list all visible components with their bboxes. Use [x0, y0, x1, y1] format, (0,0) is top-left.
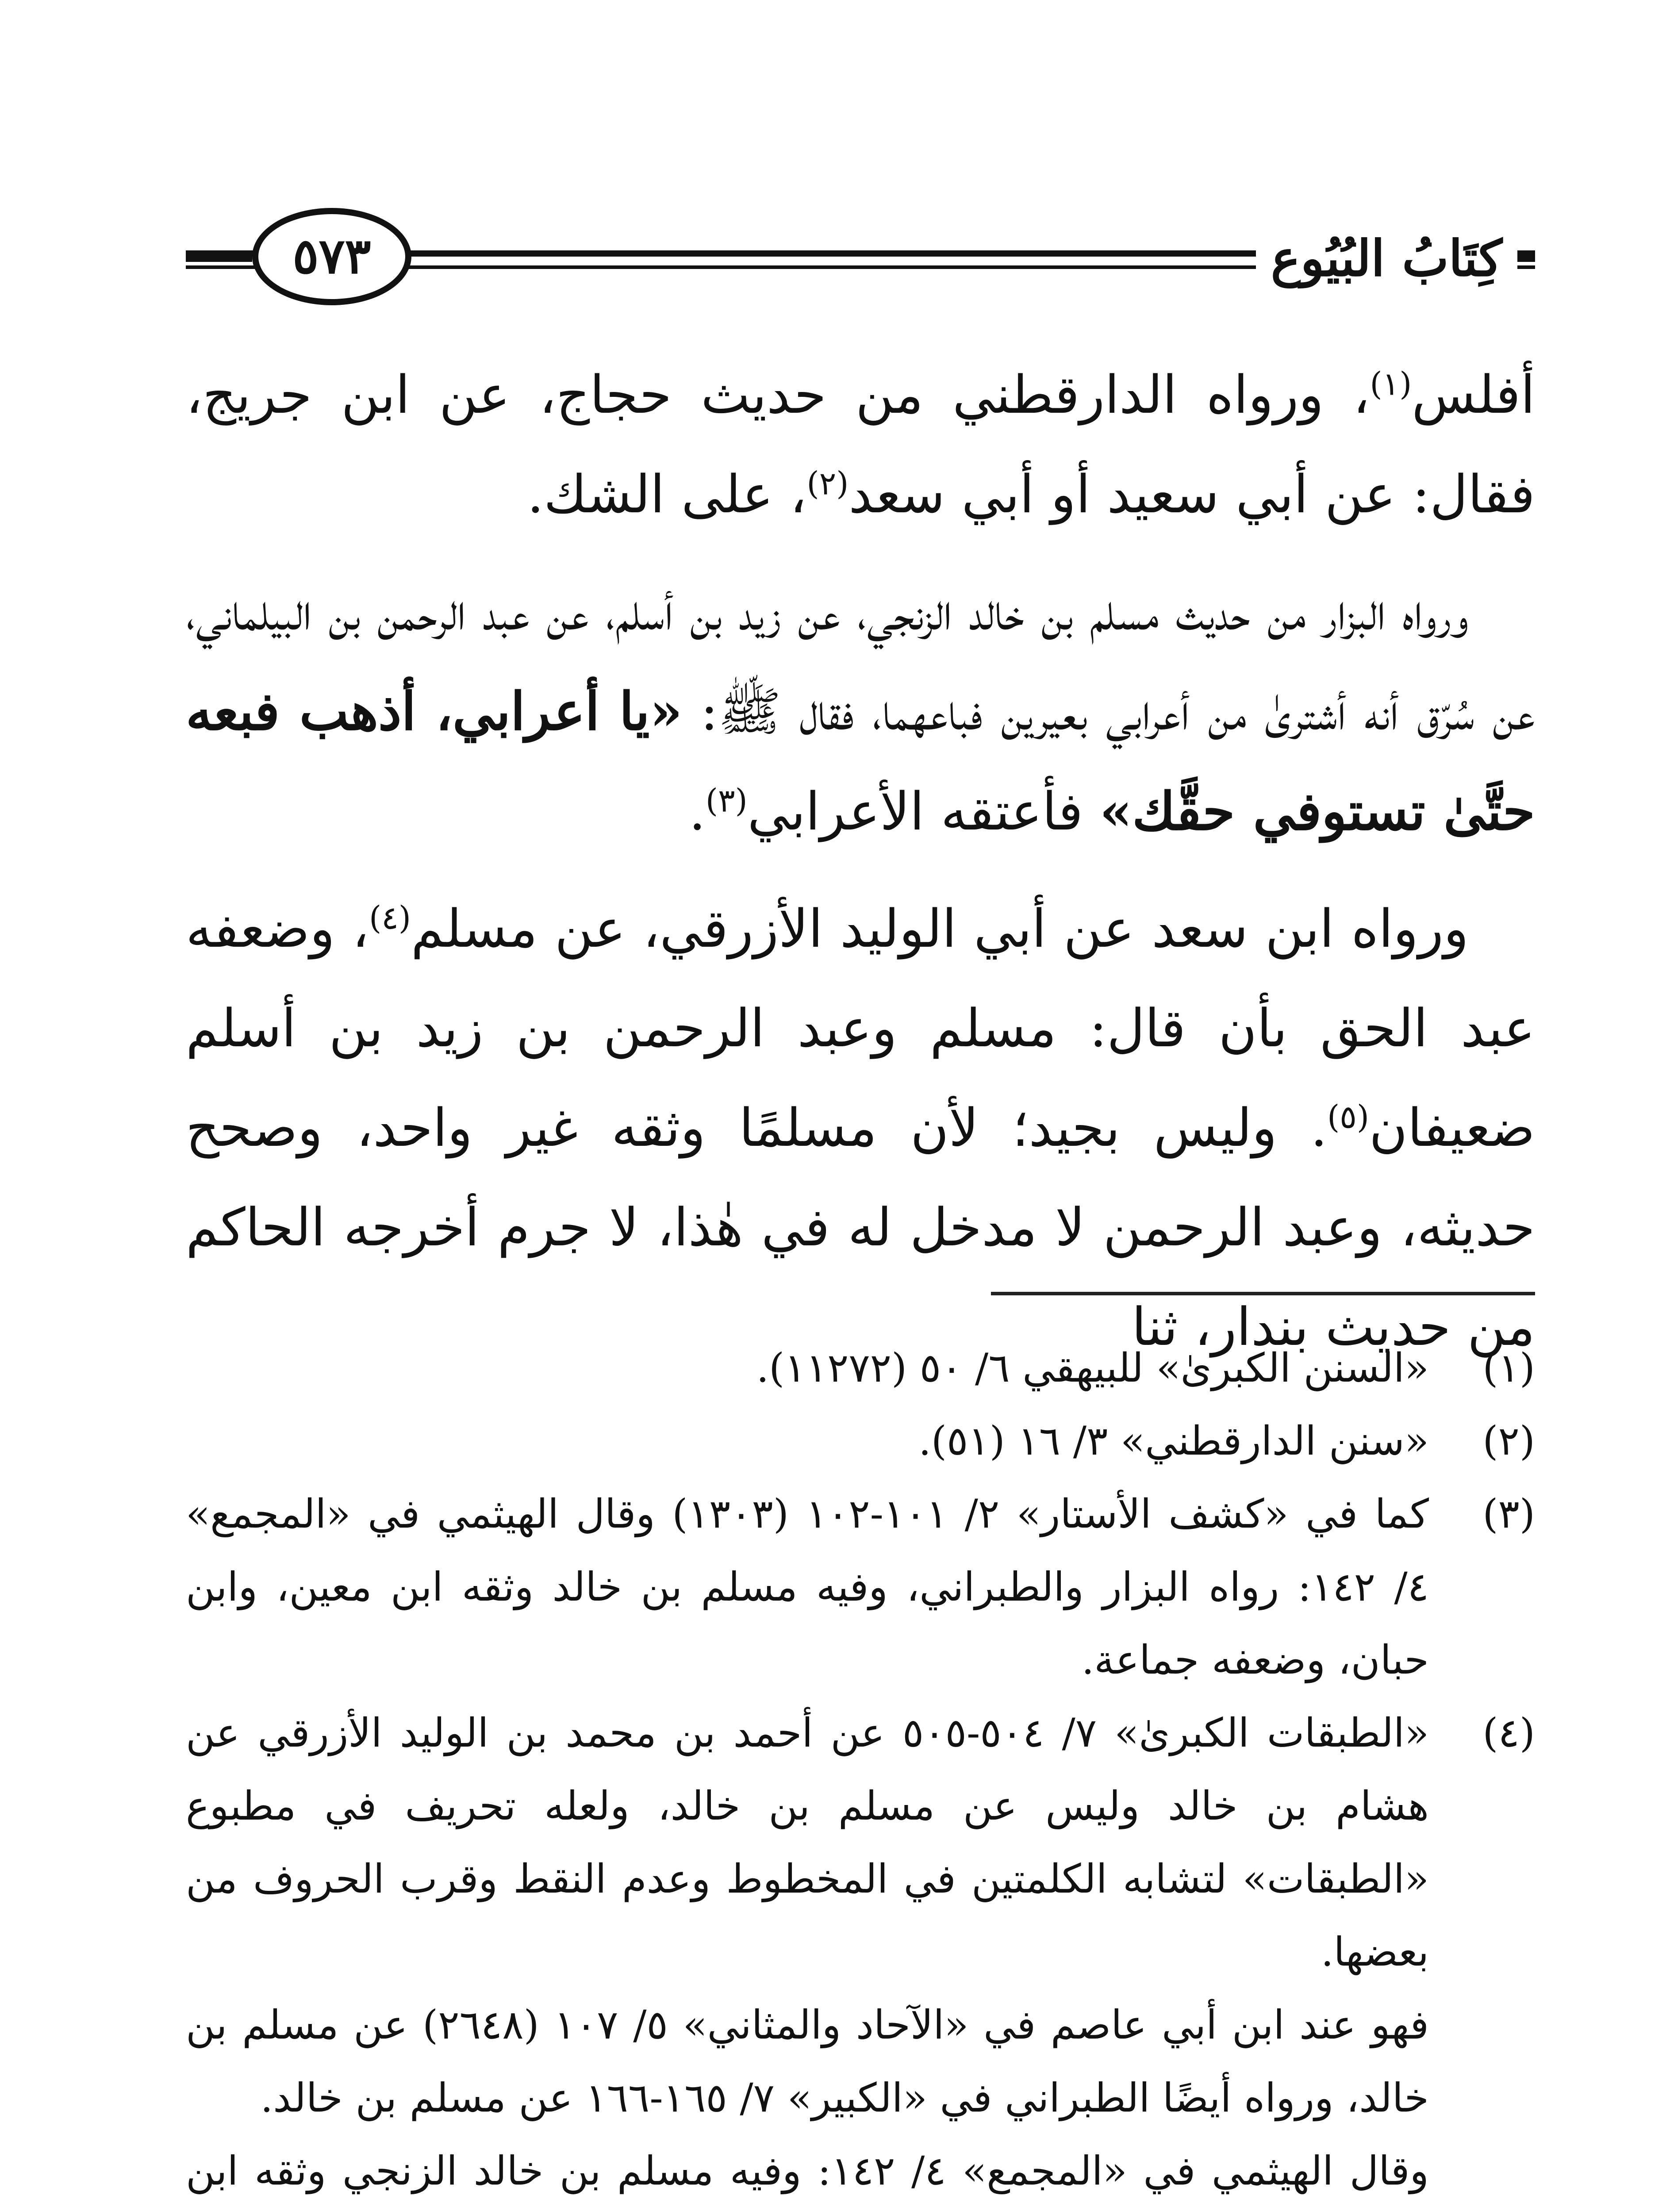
- text-run: ، وضعفه عبد الحق بأن قال: مسلم وعبد الرحمن بن زيد بن أسلم ضعيفان: [186, 898, 1535, 1158]
- paragraph: [186, 879, 1535, 1377]
- footnote-number: (٢): [1482, 1418, 1535, 1464]
- footnote-divider: [991, 1292, 1535, 1295]
- footnote-ref[interactable]: (٤): [369, 899, 411, 937]
- page-number: ٥٧٣: [252, 208, 411, 305]
- chapter-title: كِتَابُ البُيُوع: [1256, 226, 1517, 292]
- footnote-item: [186, 1332, 1535, 1405]
- footnote-text: [186, 1405, 1429, 1478]
- footnote-ref[interactable]: (٢): [806, 465, 849, 502]
- book-page: [186, 0, 1535, 2212]
- footnote-line: «السنن الكبرىٰ» للبيهقي ٦/ ٥٠ (١١٢٧٢).: [756, 1345, 1429, 1391]
- footnote-line: كما في «كشف الأستار» ٢/ ١٠١-١٠٢ (١٣٠٣) وقال الهيثمي في «المجمع» ٤/ ١٤٢: رواه البزار والطبراني، وفيه مسلم بن خالد وثقه ابن معين، وابن حبان، وضعفه جماعة.: [186, 1491, 1429, 1683]
- footnote-item: [186, 1405, 1535, 1478]
- footnote-text: [186, 1697, 1429, 2212]
- running-header: [186, 208, 1535, 305]
- main-text: [186, 345, 1535, 1394]
- footnote-item: [186, 1697, 1535, 2212]
- text-run: ، ورواه الدارقطني من حديث حجاج، عن ابن جريج، فقال: عن أبي سعيد أو أبي سعد: [186, 364, 1535, 525]
- text-run: أفلس: [1412, 364, 1535, 425]
- footnote-ref[interactable]: (٥): [1327, 1098, 1369, 1136]
- footnote-ref[interactable]: (١): [1370, 365, 1412, 403]
- text-run: فأعتقه الأعرابي: [747, 781, 1100, 842]
- text-run: ورواه ابن سعد عن أبي الوليد الأزرقي، عن مسلم: [411, 898, 1469, 959]
- footnote-number: (٤): [1482, 1710, 1535, 1756]
- footnote-line: فهو عند ابن أبي عاصم في «الآحاد والمثاني» ٥/ ١٠٧ (٢٦٤٨) عن مسلم بن خالد، ورواه أيضًا الطبراني في «الكبير» ٧/ ١٦٥-١٦٦ عن مسلم بن خالد.: [186, 2002, 1429, 2121]
- footnote-line: «الطبقات الكبرىٰ» ٧/ ٥٠٤-٥٠٥ عن أحمد بن محمد بن الوليد الأزرقي عن هشام بن خالد وليس عن مسلم بن خالد، ولعله تحريف في مطبوع «الطبقات» لتشابه الكلمتين في المخطوط وعدم النقط وقرب الحروف من بعضها.: [186, 1710, 1429, 1975]
- footnote-number: (٣): [1482, 1491, 1535, 1537]
- paragraph: [186, 562, 1535, 861]
- header-ornament: [1517, 256, 1535, 262]
- hadith-quote: «يا أعرابي، أذهب فبعه حتَّىٰ تستوفي حقَّك»: [186, 680, 1535, 842]
- text-run: . وليس بجيد؛ لأن مسلمًا وثقه غير واحد، وصحح حديثه، وعبد الرحمن لا مدخل له في هٰذا، لا جرم أخرجه الحاكم من حديث بندار، ثنا: [186, 1097, 1535, 1357]
- header-ornament: [186, 256, 252, 262]
- footnote-text: [186, 1478, 1429, 1697]
- footnote-item: [186, 1478, 1535, 1697]
- footnote-text: [186, 1332, 1429, 1405]
- footnote-ref[interactable]: (٣): [705, 782, 748, 819]
- text-run: ورواه البزار من حديث مسلم بن خالد الزنجي، عن زيد بن أسلم، عن عبد الرحمن بن البيلماني، عن سُرّق أنه أشترىٰ من أعرابي بعيرين فباعهما، فقال ﷺ:: [186, 581, 1535, 742]
- text-run: ، على الشك.: [527, 464, 807, 525]
- footnotes: [186, 1332, 1535, 2212]
- text-run: .: [689, 781, 706, 842]
- paragraph: [186, 345, 1535, 544]
- footnote-line: وقال الهيثمي في «المجمع» ٤/ ١٤٢: وفيه مسلم بن خالد الزنجي وثقه ابن: [186, 2148, 1429, 2194]
- footnote-number: (١): [1482, 1345, 1535, 1391]
- footnote-line: «سنن الدارقطني» ٣/ ١٦ (٥١).: [918, 1418, 1429, 1464]
